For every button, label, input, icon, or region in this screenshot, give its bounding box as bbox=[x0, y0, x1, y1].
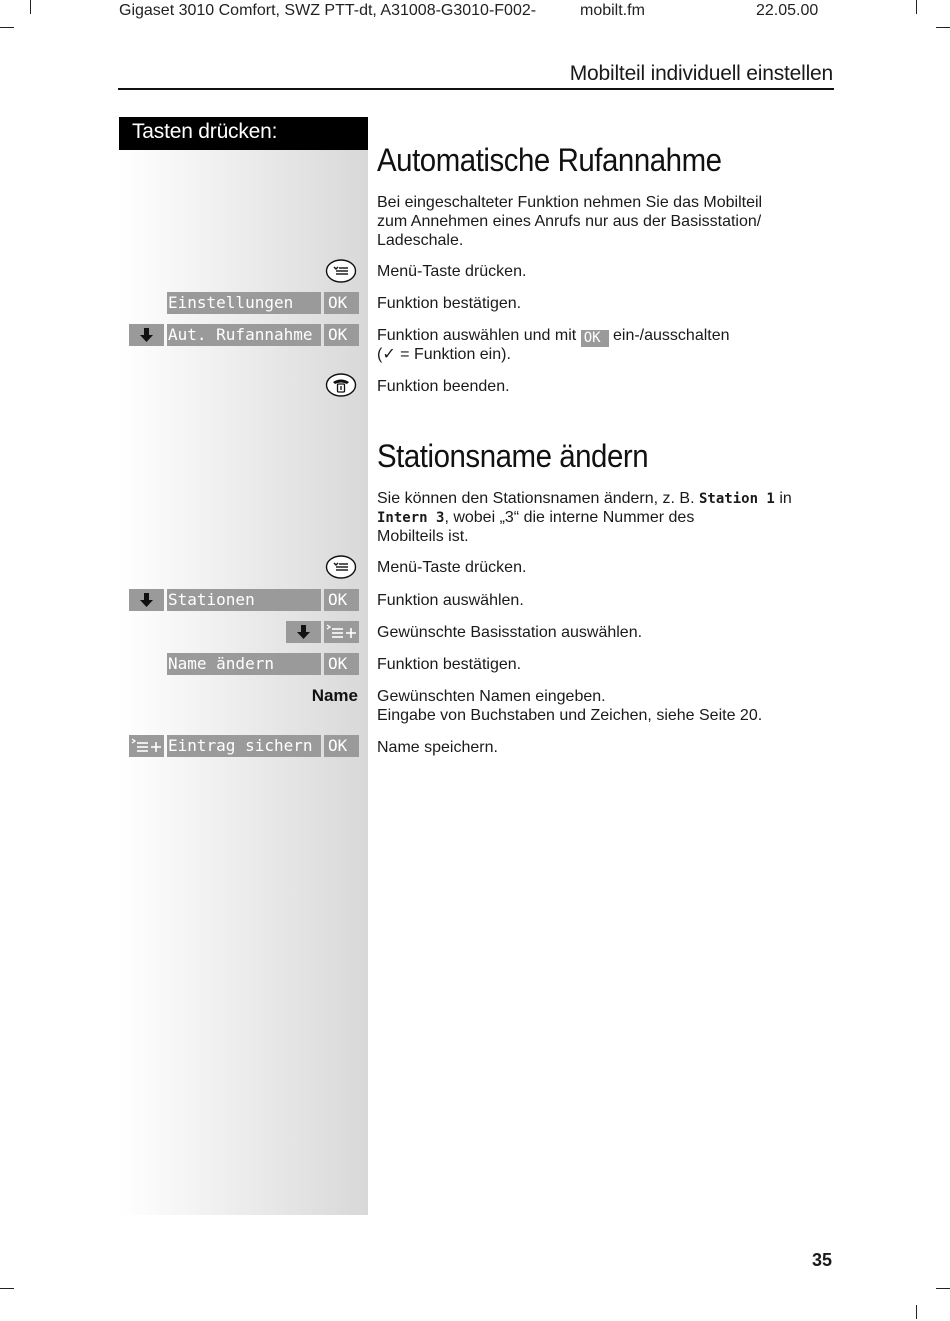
intro-code: Intern 3 bbox=[377, 510, 445, 526]
crop-mark bbox=[916, 0, 917, 14]
ok-button[interactable]: OK bbox=[324, 653, 359, 675]
section2-intro-line bbox=[377, 489, 792, 509]
intro-text: in bbox=[779, 490, 792, 507]
display-stations[interactable]: Stationen bbox=[167, 589, 321, 611]
file-name: mobilt.fm bbox=[580, 2, 645, 19]
ok-button[interactable]: OK bbox=[324, 324, 359, 346]
name-label: Name bbox=[311, 686, 358, 705]
step-text: Gewünschten Namen eingeben. bbox=[377, 688, 606, 705]
arrow-down-icon[interactable] bbox=[286, 621, 321, 643]
arrow-down-icon[interactable] bbox=[129, 324, 164, 346]
crop-mark bbox=[0, 27, 14, 28]
step-text: Name speichern. bbox=[377, 739, 498, 756]
step-text-part: ein-/ausschalten bbox=[613, 327, 730, 344]
crop-mark bbox=[936, 1288, 950, 1289]
step-text: Funktion beenden. bbox=[377, 378, 510, 395]
step-text-part: Funktion auswählen und mit bbox=[377, 327, 577, 344]
menu-key-icon[interactable] bbox=[325, 258, 357, 284]
step-text bbox=[377, 326, 730, 347]
header-rule bbox=[118, 88, 834, 90]
section1-intro-line: zum Annehmen eines Anrufs nur aus der Basisstation/ bbox=[377, 213, 762, 230]
step-text: Funktion bestätigen. bbox=[377, 295, 522, 312]
display-auto-answer[interactable]: Aut. Rufannahme bbox=[167, 324, 321, 346]
doc-info: Gigaset 3010 Comfort, SWZ PTT-dt, A31008-G3010-F002- bbox=[119, 2, 537, 19]
doc-date: 22.05.00 bbox=[756, 2, 819, 19]
ok-inline-key: OK bbox=[581, 330, 609, 347]
page-number: 35 bbox=[812, 1250, 833, 1270]
crop-mark bbox=[30, 0, 31, 14]
step-text: (✓ = Funktion ein). bbox=[377, 346, 511, 363]
edit-list-icon[interactable] bbox=[324, 621, 359, 643]
step-text: Menü-Taste drücken. bbox=[377, 263, 527, 280]
section1-title: Automatische Rufannahme bbox=[377, 142, 722, 178]
ok-button[interactable]: OK bbox=[324, 589, 359, 611]
section1-intro-line: Bei eingeschalteter Funktion nehmen Sie das Mobilteil bbox=[377, 194, 763, 211]
crop-mark bbox=[936, 27, 950, 28]
section2-title: Stationsname ändern bbox=[377, 438, 649, 474]
section-title: Mobilteil individuell einstellen bbox=[569, 62, 833, 85]
intro-code: Station 1 bbox=[699, 491, 775, 507]
crop-mark bbox=[0, 1288, 14, 1289]
crop-mark bbox=[916, 1305, 917, 1319]
sidebar-heading: Tasten drücken: bbox=[119, 117, 368, 150]
edit-list-icon[interactable] bbox=[129, 735, 164, 757]
menu-key-icon[interactable] bbox=[325, 554, 357, 580]
step-text: Funktion bestätigen. bbox=[377, 656, 522, 673]
section2-intro-line: Mobilteils ist. bbox=[377, 528, 469, 545]
section1-intro-line: Ladeschale. bbox=[377, 232, 464, 249]
section2-intro-line bbox=[377, 508, 694, 528]
display-save-entry[interactable]: Eintrag sichern bbox=[167, 735, 321, 757]
ok-button[interactable]: OK bbox=[324, 292, 359, 314]
intro-text: , wobei „3“ die interne Nummer des bbox=[444, 509, 695, 526]
intro-text: Sie können den Stationsnamen ändern, z. B. bbox=[377, 490, 695, 507]
step-text: Menü-Taste drücken. bbox=[377, 559, 527, 576]
arrow-down-icon[interactable] bbox=[129, 589, 164, 611]
step-text: Eingabe von Buchstaben und Zeichen, siehe Seite 20. bbox=[377, 707, 763, 724]
display-rename[interactable]: Name ändern bbox=[167, 653, 321, 675]
display-settings[interactable]: Einstellungen bbox=[167, 292, 321, 314]
end-call-key-icon[interactable] bbox=[325, 372, 357, 398]
step-text: Gewünschte Basisstation auswählen. bbox=[377, 624, 643, 641]
ok-button[interactable]: OK bbox=[324, 735, 359, 757]
step-text: Funktion auswählen. bbox=[377, 592, 524, 609]
